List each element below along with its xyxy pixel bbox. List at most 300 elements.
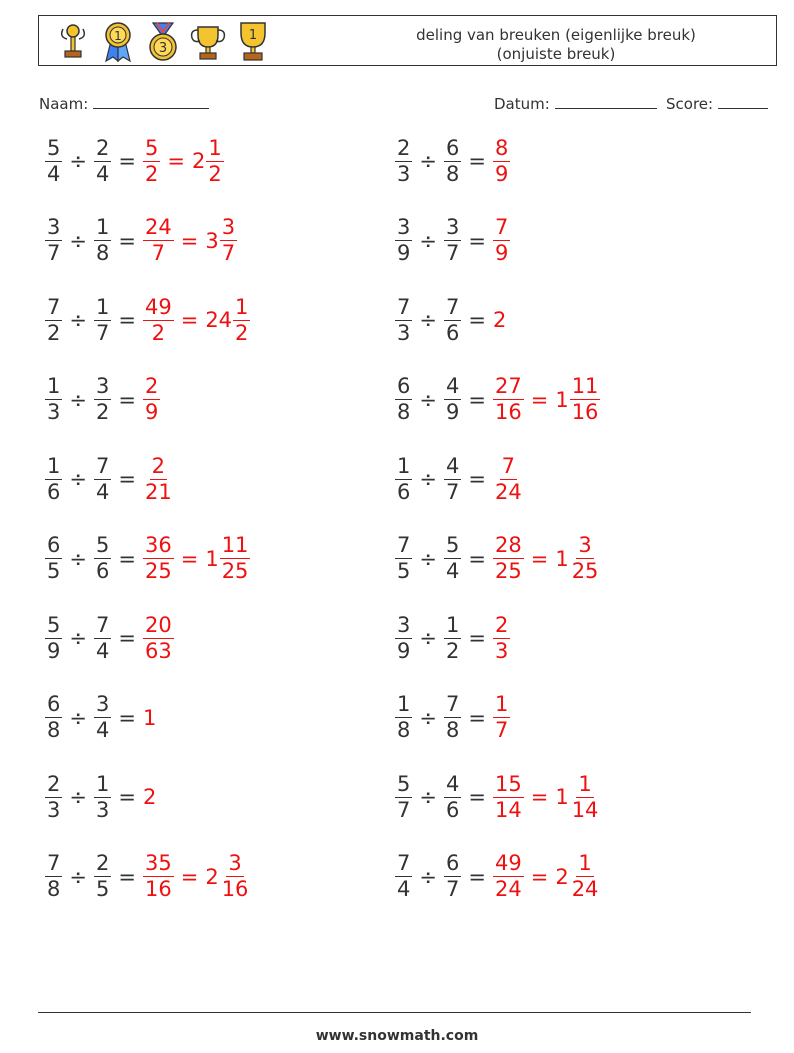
dividend-fraction-denominator: 3 (47, 400, 61, 424)
divisor-fraction-denominator: 4 (95, 638, 110, 663)
mixed-fraction-denominator: 7 (221, 241, 236, 265)
equals-sign: = (468, 308, 486, 332)
divisor-fraction-numerator: 1 (95, 771, 110, 796)
equals-sign: = (118, 705, 136, 730)
problem-item (45, 451, 174, 507)
divide-sign: ÷ (69, 308, 87, 332)
mixed-fraction (570, 533, 601, 584)
answer-fraction (493, 772, 524, 823)
problem-item (395, 292, 507, 348)
name-field (39, 94, 209, 113)
divisor-fraction (94, 533, 111, 584)
problem-item (45, 292, 250, 348)
answer-fraction (493, 454, 524, 505)
answer-fraction-numerator: 1 (494, 692, 509, 716)
divisor-fraction-denominator: 6 (95, 559, 110, 583)
dividend-fraction-numerator: 3 (397, 612, 411, 637)
equals-sign: = (468, 705, 486, 730)
title-line-1: deling van breuken (eigenlijke breuk) (416, 26, 696, 44)
answer-fraction-numerator: 49 (494, 851, 522, 875)
equals-sign: = (118, 228, 136, 253)
answer-fraction-denominator: 63 (144, 638, 172, 663)
divisor-fraction-numerator: 6 (445, 135, 460, 160)
problem-item (395, 451, 524, 507)
divisor-fraction (444, 851, 461, 902)
divide-sign: ÷ (419, 705, 437, 730)
dividend-fraction (395, 692, 412, 743)
answer-fraction-numerator: 2 (144, 374, 159, 398)
trophy-figure-icon (51, 19, 95, 63)
divisor-fraction-numerator: 4 (445, 374, 460, 398)
divisor-fraction-denominator: 2 (95, 400, 110, 424)
equals-sign: = (118, 467, 136, 491)
equals-sign: = (118, 308, 136, 332)
answer-fraction-numerator: 28 (494, 533, 522, 557)
divisor-fraction (444, 533, 461, 584)
answer (493, 613, 510, 664)
mixed-fraction-numerator: 11 (221, 533, 249, 557)
problem-item (45, 769, 157, 825)
score-blank[interactable] (718, 94, 768, 109)
dividend-fraction-denominator: 8 (47, 877, 61, 901)
mixed-whole: 3 (205, 228, 219, 253)
answer (143, 785, 157, 809)
answer-fraction-numerator: 20 (144, 612, 172, 637)
answer-equals-sign: = (180, 864, 199, 889)
dividend-fraction (395, 772, 412, 823)
worksheet-title (376, 26, 736, 64)
mixed-fraction (570, 374, 601, 425)
answer-fraction-denominator: 7 (151, 241, 166, 265)
dividend-fraction-numerator: 1 (397, 453, 411, 478)
divide-sign: ÷ (69, 785, 87, 809)
dividend-fraction (395, 374, 412, 425)
name-blank[interactable] (93, 94, 209, 109)
problem-item (395, 372, 600, 428)
divide-sign: ÷ (69, 864, 87, 889)
mixed-fraction-denominator: 16 (571, 400, 599, 424)
divide-sign: ÷ (69, 626, 87, 650)
divisor-fraction-denominator: 4 (95, 161, 110, 186)
answer-fraction (143, 374, 160, 425)
divisor-fraction (444, 374, 461, 425)
answer-fraction-denominator: 2 (151, 320, 166, 345)
divisor-fraction (94, 454, 111, 505)
dividend-fraction-numerator: 2 (397, 135, 411, 160)
answer-fraction-denominator: 7 (494, 718, 509, 742)
dividend-fraction-denominator: 9 (397, 241, 411, 265)
answer-fraction-numerator: 36 (144, 533, 172, 557)
divide-sign: ÷ (419, 785, 437, 809)
trophy-cup-icon (186, 19, 230, 63)
score-label: Score: (666, 95, 714, 113)
divisor-fraction (94, 136, 111, 187)
problem-item (395, 769, 600, 825)
divisor-fraction-denominator: 7 (445, 241, 460, 265)
dividend-fraction-denominator: 9 (47, 638, 61, 663)
mixed-whole: 2 (555, 864, 569, 889)
mixed-fraction-denominator: 25 (221, 559, 249, 583)
divisor-fraction-numerator: 2 (95, 851, 110, 875)
dividend-fraction (45, 374, 62, 425)
divide-sign: ÷ (69, 228, 87, 253)
answer (143, 215, 237, 266)
answer-equals-sign: = (530, 785, 549, 809)
mixed-fraction-numerator: 3 (578, 533, 592, 557)
footer-url: www.snowmath.com (315, 1028, 479, 1044)
answer-equals-sign: = (180, 308, 199, 332)
equals-sign: = (468, 546, 486, 571)
divisor-fraction-numerator: 3 (95, 374, 110, 398)
dividend-fraction-numerator: 5 (47, 612, 61, 637)
answer (143, 533, 250, 584)
divide-sign: ÷ (69, 149, 87, 173)
divisor-fraction (444, 136, 461, 187)
divisor-fraction (94, 772, 111, 823)
dividend-fraction (395, 533, 412, 584)
mixed-fraction (220, 533, 251, 584)
answer-fraction-denominator: 25 (144, 559, 172, 583)
divisor-fraction-denominator: 3 (95, 797, 110, 822)
answer (493, 215, 510, 266)
problem-item (395, 531, 600, 587)
answer (493, 374, 600, 425)
problem-item (45, 531, 250, 587)
divisor-fraction-denominator: 6 (445, 320, 460, 345)
divisor-fraction-denominator: 7 (445, 877, 460, 901)
divisor-fraction-numerator: 4 (445, 771, 460, 796)
equals-sign: = (468, 467, 486, 491)
answer (143, 613, 174, 664)
divisor-fraction-numerator: 4 (445, 453, 460, 478)
equals-sign: = (468, 149, 486, 173)
divisor-fraction-denominator: 7 (445, 479, 460, 504)
dividend-fraction-numerator: 3 (47, 215, 61, 239)
answer-fraction-numerator: 5 (144, 135, 159, 160)
answer-fraction (143, 295, 174, 346)
divisor-fraction-denominator: 8 (445, 718, 460, 742)
svg-text:1: 1 (248, 28, 258, 43)
dividend-fraction-denominator: 5 (397, 559, 411, 583)
divide-sign: ÷ (419, 308, 437, 332)
answer-fraction-numerator: 7 (501, 453, 516, 478)
dividend-fraction-numerator: 7 (397, 533, 411, 557)
divisor-fraction-numerator: 6 (445, 851, 460, 875)
divide-sign: ÷ (419, 864, 437, 889)
dividend-fraction (395, 454, 412, 505)
answer-fraction (493, 533, 524, 584)
mixed-fraction-denominator: 2 (208, 161, 222, 186)
answer (143, 136, 224, 187)
mixed-fraction-denominator: 2 (235, 320, 249, 345)
divisor-fraction-numerator: 1 (95, 215, 110, 239)
answer-fraction-denominator: 24 (494, 479, 522, 504)
mixed-fraction-denominator: 25 (571, 559, 599, 583)
dividend-fraction (45, 295, 62, 346)
answer (493, 308, 507, 332)
divisor-fraction (94, 692, 111, 743)
problem-item (45, 372, 160, 428)
answer-equals-sign: = (180, 546, 199, 571)
dividend-fraction-denominator: 9 (397, 638, 411, 663)
divisor-fraction-numerator: 7 (95, 612, 110, 637)
mixed-whole: 2 (205, 864, 219, 889)
dividend-fraction-numerator: 6 (47, 533, 61, 557)
problem-item (45, 690, 157, 746)
equals-sign: = (118, 149, 136, 173)
answer-equals-sign: = (530, 546, 549, 571)
answer-fraction (143, 454, 174, 505)
dividend-fraction (45, 533, 62, 584)
dividend-fraction-denominator: 8 (47, 718, 61, 742)
problem-item (45, 849, 250, 905)
mixed-whole: 24 (205, 308, 233, 332)
equals-sign: = (468, 864, 486, 889)
mixed-fraction-numerator: 3 (228, 851, 242, 875)
answer-fraction (143, 215, 174, 266)
dividend-fraction (45, 613, 62, 664)
answer-fraction-numerator: 24 (144, 215, 172, 239)
divide-sign: ÷ (419, 626, 437, 650)
divide-sign: ÷ (419, 228, 437, 253)
mixed-fraction (220, 851, 251, 902)
dividend-fraction (395, 215, 412, 266)
dividend-fraction-numerator: 7 (47, 294, 61, 319)
mixed-fraction (570, 851, 601, 902)
answer-fraction-denominator: 24 (494, 877, 522, 901)
medal-1-icon (96, 19, 140, 63)
divide-sign: ÷ (69, 387, 87, 412)
divisor-fraction-denominator: 8 (445, 161, 460, 186)
divisor-fraction-denominator: 4 (95, 479, 110, 504)
mixed-whole: 1 (205, 546, 219, 571)
score-field (666, 94, 768, 113)
answer-fraction-denominator: 9 (494, 241, 509, 265)
equals-sign: = (468, 785, 486, 809)
answer-fraction (493, 215, 510, 266)
title-line-2: (onjuiste breuk) (496, 45, 616, 63)
divisor-fraction-numerator: 7 (445, 294, 460, 319)
answer (493, 851, 600, 902)
problem-item (45, 610, 174, 666)
divide-sign: ÷ (419, 387, 437, 412)
mixed-whole: 1 (555, 785, 569, 809)
divisor-fraction (444, 295, 461, 346)
divisor-fraction-numerator: 2 (95, 135, 110, 160)
answer-fraction-denominator: 16 (144, 877, 172, 901)
answer-fraction-numerator: 27 (494, 374, 522, 398)
divisor-fraction (444, 454, 461, 505)
equals-sign: = (468, 228, 486, 253)
dividend-fraction-numerator: 6 (47, 692, 61, 716)
dividend-fraction-numerator: 1 (47, 453, 61, 478)
answer (143, 851, 250, 902)
dividend-fraction-numerator: 2 (47, 771, 61, 796)
mixed-fraction-denominator: 16 (221, 877, 249, 901)
problem-item (395, 849, 600, 905)
divisor-fraction (94, 374, 111, 425)
problem-item (395, 690, 510, 746)
answer-fraction-numerator: 15 (494, 771, 522, 796)
mixed-fraction-numerator: 1 (578, 851, 592, 875)
dividend-fraction-denominator: 8 (397, 400, 411, 424)
answer-equals-sign: = (530, 864, 549, 889)
answer (493, 136, 510, 187)
answer-fraction-numerator: 2 (151, 453, 166, 478)
divisor-fraction-numerator: 3 (95, 692, 110, 716)
dividend-fraction-numerator: 1 (397, 692, 411, 716)
dividend-fraction (45, 692, 62, 743)
dividend-fraction-denominator: 6 (397, 479, 411, 504)
svg-text:3: 3 (158, 41, 168, 56)
dividend-fraction-numerator: 1 (47, 374, 61, 398)
dividend-fraction-denominator: 8 (397, 718, 411, 742)
divisor-fraction-numerator: 5 (95, 533, 110, 557)
mixed-whole: 1 (555, 546, 569, 571)
problem-item (395, 213, 510, 269)
equals-sign: = (118, 785, 136, 809)
answer-fraction (493, 374, 524, 425)
problem-item (395, 133, 510, 189)
dividend-fraction-numerator: 3 (397, 215, 411, 239)
answer-whole-number: 2 (492, 308, 507, 332)
divisor-fraction-denominator: 9 (445, 400, 460, 424)
answer-fraction-denominator: 14 (494, 797, 522, 822)
divisor-fraction (94, 215, 111, 266)
divisor-fraction-numerator: 1 (95, 294, 110, 319)
equals-sign: = (118, 387, 136, 412)
answer-fraction (143, 851, 174, 902)
answer-equals-sign: = (530, 387, 549, 412)
answer (493, 692, 510, 743)
award-icons (51, 19, 276, 63)
divisor-fraction (444, 613, 461, 664)
divisor-fraction (94, 613, 111, 664)
mixed-whole: 1 (555, 387, 569, 412)
dividend-fraction (45, 136, 62, 187)
dividend-fraction-denominator: 2 (47, 320, 61, 345)
dividend-fraction-denominator: 4 (47, 161, 61, 186)
divisor-fraction-numerator: 3 (445, 215, 460, 239)
dividend-fraction-denominator: 7 (397, 797, 411, 822)
mixed-fraction (570, 772, 601, 823)
divide-sign: ÷ (419, 149, 437, 173)
answer-fraction (493, 136, 510, 187)
answer-fraction-denominator: 16 (494, 400, 522, 424)
dividend-fraction-numerator: 5 (397, 771, 411, 796)
answer-fraction (143, 533, 174, 584)
mixed-whole: 2 (191, 149, 206, 173)
mixed-fraction-denominator: 24 (571, 877, 599, 901)
dividend-fraction-denominator: 3 (397, 320, 411, 345)
answer-fraction-numerator: 8 (494, 135, 509, 160)
dividend-fraction (45, 454, 62, 505)
answer (493, 533, 600, 584)
divide-sign: ÷ (419, 546, 437, 571)
answer (143, 706, 157, 730)
dividend-fraction (395, 136, 412, 187)
mixed-fraction-numerator: 3 (221, 215, 236, 239)
answer (143, 374, 160, 425)
problem-item (45, 213, 237, 269)
divisor-fraction (444, 692, 461, 743)
answer-fraction-numerator: 35 (144, 851, 172, 875)
answer-fraction-denominator: 9 (494, 161, 509, 186)
divisor-fraction-denominator: 2 (445, 638, 460, 663)
answer-fraction-numerator: 7 (494, 215, 509, 239)
answer-whole-number: 1 (142, 705, 157, 730)
divisor-fraction (94, 295, 111, 346)
dividend-fraction (395, 613, 412, 664)
answer-equals-sign: = (167, 149, 185, 173)
divisor-fraction (444, 215, 461, 266)
divisor-fraction (444, 772, 461, 823)
mixed-fraction-numerator: 11 (571, 374, 599, 398)
mixed-fraction (220, 215, 237, 266)
divisor-fraction-denominator: 4 (445, 559, 460, 583)
answer (143, 454, 174, 505)
answer-fraction (493, 692, 510, 743)
dividend-fraction (45, 772, 62, 823)
dividend-fraction-numerator: 7 (397, 851, 411, 875)
answer-fraction-denominator: 21 (144, 479, 172, 504)
answer-fraction-denominator: 3 (494, 638, 509, 663)
equals-sign: = (468, 626, 486, 650)
divide-sign: ÷ (69, 705, 87, 730)
answer-fraction (493, 613, 510, 664)
dividend-fraction-numerator: 6 (397, 374, 411, 398)
dividend-fraction-denominator: 3 (47, 797, 61, 822)
answer (143, 295, 250, 346)
mixed-fraction-numerator: 1 (235, 294, 249, 319)
answer-fraction-numerator: 49 (144, 294, 172, 319)
dividend-fraction-denominator: 4 (397, 877, 411, 901)
answer-fraction-denominator: 25 (494, 559, 522, 583)
answer-equals-sign: = (180, 228, 199, 253)
answer-whole-number: 2 (142, 785, 157, 809)
footer-divider (38, 1012, 751, 1013)
dividend-fraction-denominator: 5 (47, 559, 61, 583)
problem-item (395, 610, 510, 666)
answer-fraction (493, 851, 524, 902)
equals-sign: = (468, 387, 486, 412)
dividend-fraction-numerator: 7 (47, 851, 61, 875)
equals-sign: = (118, 546, 136, 571)
divisor-fraction-denominator: 5 (95, 877, 110, 901)
divisor-fraction (94, 851, 111, 902)
svg-text:1: 1 (114, 29, 122, 43)
dividend-fraction-denominator: 6 (47, 479, 61, 504)
divide-sign: ÷ (419, 467, 437, 491)
answer-fraction-denominator: 9 (144, 400, 159, 424)
mixed-fraction-denominator: 14 (571, 797, 599, 822)
divide-sign: ÷ (69, 546, 87, 571)
divisor-fraction-denominator: 4 (95, 718, 110, 742)
dividend-fraction (395, 851, 412, 902)
equals-sign: = (118, 626, 136, 650)
answer-fraction-denominator: 2 (144, 161, 159, 186)
dividend-fraction (45, 215, 62, 266)
mixed-fraction-numerator: 1 (208, 135, 222, 160)
date-blank[interactable] (555, 94, 657, 109)
mixed-fraction (206, 136, 223, 187)
answer (493, 454, 524, 505)
dividend-fraction (45, 851, 62, 902)
divisor-fraction-numerator: 1 (445, 612, 460, 637)
answer-fraction (143, 613, 174, 664)
answer-fraction (143, 136, 160, 187)
answer (493, 772, 600, 823)
